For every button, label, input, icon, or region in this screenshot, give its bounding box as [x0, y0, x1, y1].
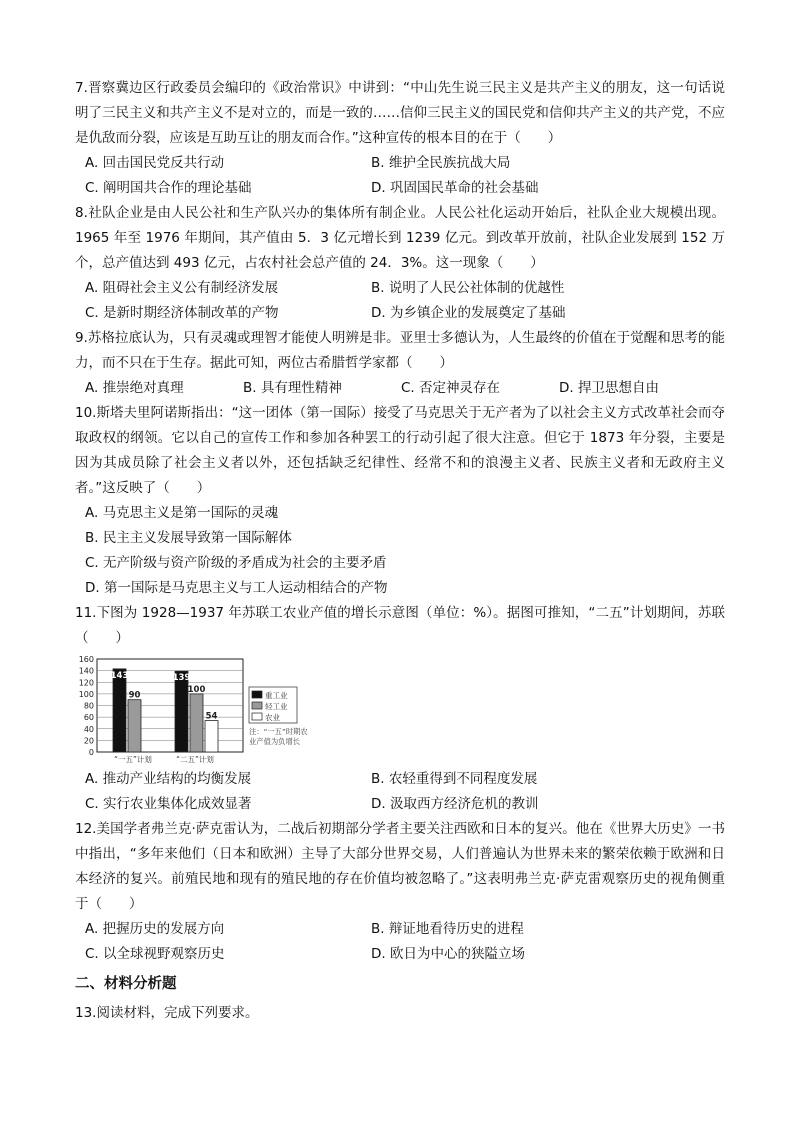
y-tick-label: 60 [83, 713, 94, 723]
legend-swatch [252, 713, 262, 720]
bar [205, 721, 218, 752]
y-tick-label: 120 [78, 678, 94, 688]
data-label: 139 [172, 673, 191, 684]
x-tick-label: “一五”计划 [114, 755, 152, 764]
q11-option-c[interactable]: C. 实行农业集体化成效显著 [85, 796, 252, 812]
section-heading: 二、材料分析题 [75, 976, 177, 992]
q8-option-a[interactable]: A. 阻碍社会主义公有制经济发展 [85, 280, 279, 296]
question-11-options [75, 767, 725, 817]
q9-option-c[interactable]: C. 否定神灵存在 [401, 380, 501, 396]
q9-option-b[interactable]: B. 具有理性精神 [243, 380, 342, 396]
question-10-options [75, 501, 725, 601]
legend-label: 农业 [265, 713, 280, 722]
industry-growth-chart [75, 655, 365, 765]
q12-option-c[interactable]: C. 以全球视野观察历史 [85, 946, 225, 962]
question-9-options [75, 376, 725, 401]
question-8-stem: 8.社队企业是由人民公社和生产队兴办的集体所有制企业。人民公社化运动开始后，社队企业大规模出现。1965 年至 1976 年期间，其产值由 5．3 亿元增长到 1239 亿元。到改革开放前，社队企业发展到 152 万个，总产值达到 493 亿元，占农村社会总产值的 24．3%。这一现象（ ） [75, 205, 725, 271]
q11-option-a[interactable]: A. 推动产业结构的均衡发展 [85, 771, 252, 787]
legend-swatch [252, 691, 262, 698]
q10-option-a[interactable]: A. 马克思主义是第一国际的灵魂 [85, 505, 279, 521]
question-12-options [75, 917, 725, 967]
q9-option-a[interactable]: A. 推崇绝对真理 [85, 380, 184, 396]
q7-option-a[interactable]: A. 回击国民党反共行动 [85, 155, 225, 171]
y-tick-label: 140 [78, 666, 94, 676]
question-13-stem: 13.阅读材料，完成下列要求。 [75, 1005, 259, 1021]
y-tick-label: 100 [78, 689, 94, 699]
question-7-stem: 7.晋察冀边区行政委员会编印的《政治常识》中讲到：“中山先生说三民主义是共产主义的朋友，这一句话说明了三民主义和共产主义不是对立的，而是一致的……信仰三民主义的国民党和信仰共产主义的共产党，不应是仇敌而分裂，应该是互助互让的朋友而合作。”这种宣传的根本目的在于（ ） [75, 80, 725, 146]
question-8-options [75, 276, 725, 326]
data-label: 54 [205, 711, 218, 722]
q7-option-d[interactable]: D. 巩固国民革命的社会基础 [371, 180, 539, 196]
q10-option-c[interactable]: C. 无产阶级与资产阶级的矛盾成为社会的主要矛盾 [85, 555, 387, 571]
x-tick-label: “二五”计划 [176, 755, 214, 764]
y-tick-label: 0 [88, 748, 94, 757]
question-11-stem: 11.下图为 1928—1937 年苏联工农业产值的增长示意图（单位：%）。据图可推知，“二五”计划期间，苏联（ ） [75, 605, 725, 646]
q12-option-b[interactable]: B. 辩证地看待历史的进程 [371, 921, 524, 937]
question-12-stem: 12.美国学者弗兰克·萨克雷认为，二战后初期部分学者主要关注西欧和日本的复兴。他在《世界大历史》一书中指出，“多年来他们（日本和欧洲）主导了大部分世界交易，人们普遍认为世界未来的繁荣依赖于欧洲和日本经济的复兴。前殖民地和现有的殖民地的存在价值均被忽略了。”这表明弗兰克·萨克雷观察历史的视角侧重于（ ） [75, 821, 725, 912]
bar [113, 669, 126, 752]
data-label: 100 [187, 684, 206, 695]
y-tick-label: 20 [83, 736, 94, 746]
bar [190, 694, 203, 752]
legend-label: 轻工业 [265, 702, 288, 711]
q11-option-b[interactable]: B. 农轻重得到不同程度发展 [371, 771, 538, 787]
legend-swatch [252, 702, 262, 709]
chart-svg [75, 655, 365, 765]
data-label: 143 [110, 670, 129, 681]
question-9-stem: 9.苏格拉底认为，只有灵魂或理智才能使人明辨是非。亚里士多德认为，人生最终的价值在于觉醒和思考的能力，而不只在于生存。据此可知，两位古希腊哲学家都（ ） [75, 330, 725, 371]
bar [175, 671, 188, 752]
chart-note: 注：“一五”时期农 [249, 727, 308, 736]
legend-label: 重工业 [265, 691, 288, 700]
q12-option-a[interactable]: A. 把握历史的发展方向 [85, 921, 225, 937]
question-10-stem: 10.斯塔夫里阿诺斯指出：“这一团体（第一国际）接受了马克思关于无产者为了以社会主义方式改革社会而夺取政权的纲领。它以自己的宣传工作和参加各种罢工的行动引起了很大注意。但它于 1873 年分裂，主要是因为其成员除了社会主义者以外，还包括缺乏纪律性、经常不和的浪漫主义者、民族主义者和无政府主义者。”这反映了（ ） [75, 405, 725, 496]
q10-option-b[interactable]: B. 民主主义发展导致第一国际解体 [85, 530, 292, 546]
chart-note: 业产值为负增长 [249, 737, 301, 746]
y-tick-label: 40 [83, 724, 94, 734]
q11-option-d[interactable]: D. 汲取西方经济危机的教训 [371, 796, 539, 812]
q7-option-c[interactable]: C. 阐明国共合作的理论基础 [85, 180, 252, 196]
q8-option-b[interactable]: B. 说明了人民公社体制的优越性 [371, 280, 565, 296]
bar [128, 700, 141, 752]
q9-option-d[interactable]: D. 捍卫思想自由 [559, 380, 659, 396]
y-tick-label: 80 [83, 701, 94, 711]
question-7-options [75, 151, 725, 201]
data-label: 90 [128, 690, 141, 701]
q8-option-d[interactable]: D. 为乡镇企业的发展奠定了基础 [371, 305, 566, 321]
q12-option-d[interactable]: D. 欧日为中心的狭隘立场 [371, 946, 525, 962]
q7-option-b[interactable]: B. 维护全民族抗战大局 [371, 155, 511, 171]
exam-page [75, 76, 725, 1026]
q10-option-d[interactable]: D. 第一国际是马克思主义与工人运动相结合的产物 [85, 580, 388, 596]
y-tick-label: 160 [78, 655, 94, 664]
q8-option-c[interactable]: C. 是新时期经济体制改革的产物 [85, 305, 279, 321]
